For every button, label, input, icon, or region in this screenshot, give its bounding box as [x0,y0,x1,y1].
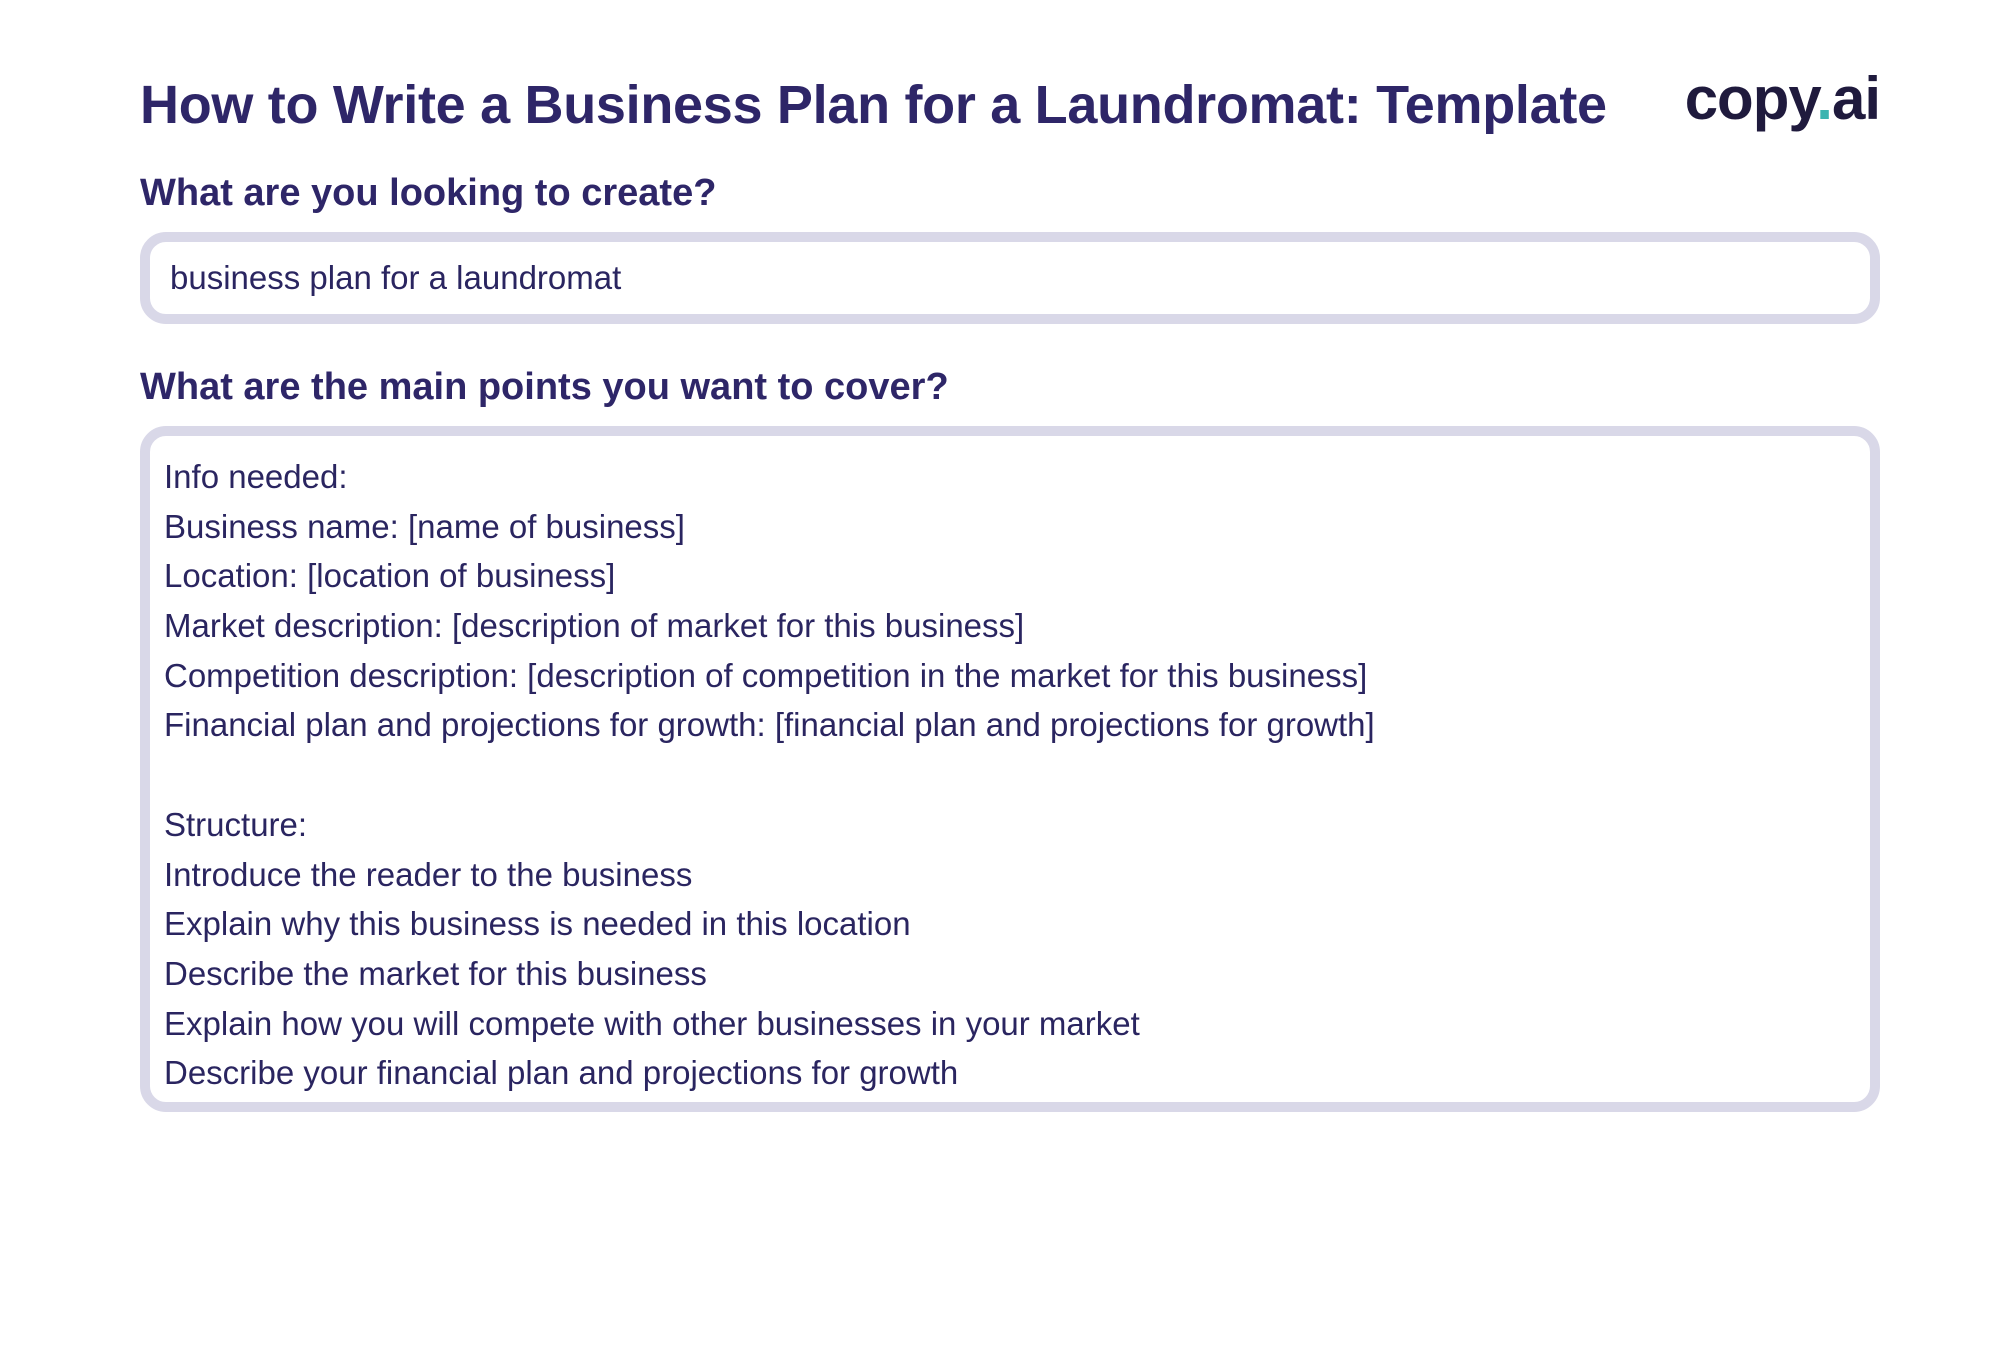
create-question-label: What are you looking to create? [140,172,717,214]
text-line: Describe the market for this business [164,954,707,992]
text-line [164,750,1375,800]
text-line: Introduce the reader to the business [164,855,693,893]
text-line: Info needed: [164,458,348,495]
main-points-lines [164,452,1375,1098]
copy-ai-logo [1685,64,1880,134]
main-points-question-label: What are the main points you want to cover? [140,366,949,408]
text-line: Structure: [164,805,308,843]
header [140,65,1880,140]
text-line: Describe your financial plan and projections for growth [164,1054,959,1092]
logo-suffix: ai [1831,65,1880,132]
text-line: Market description: [description of market for this business] [164,607,1025,645]
logo-text: copy [1684,65,1817,132]
text-line: Competition description: [description of competition in the market for this business] [164,656,1368,694]
text-line: Explain how you will compete with other businesses in your market [164,1004,1140,1042]
create-input-value: business plan for a laundromat [170,259,622,296]
create-input-field[interactable] [140,232,1880,324]
text-line: Financial plan and projections for growth: [financial plan and projections for growth] [164,706,1375,744]
main-points-textarea[interactable] [140,426,1880,1112]
text-line: Explain why this business is needed in this location [164,905,911,943]
logo-dot: . [1816,65,1832,132]
text-line: Business name: [name of business] [164,507,685,545]
page-title: How to Write a Business Plan for a Laundromat: Template [140,75,1607,135]
text-line: Location: [location of business] [164,557,616,595]
